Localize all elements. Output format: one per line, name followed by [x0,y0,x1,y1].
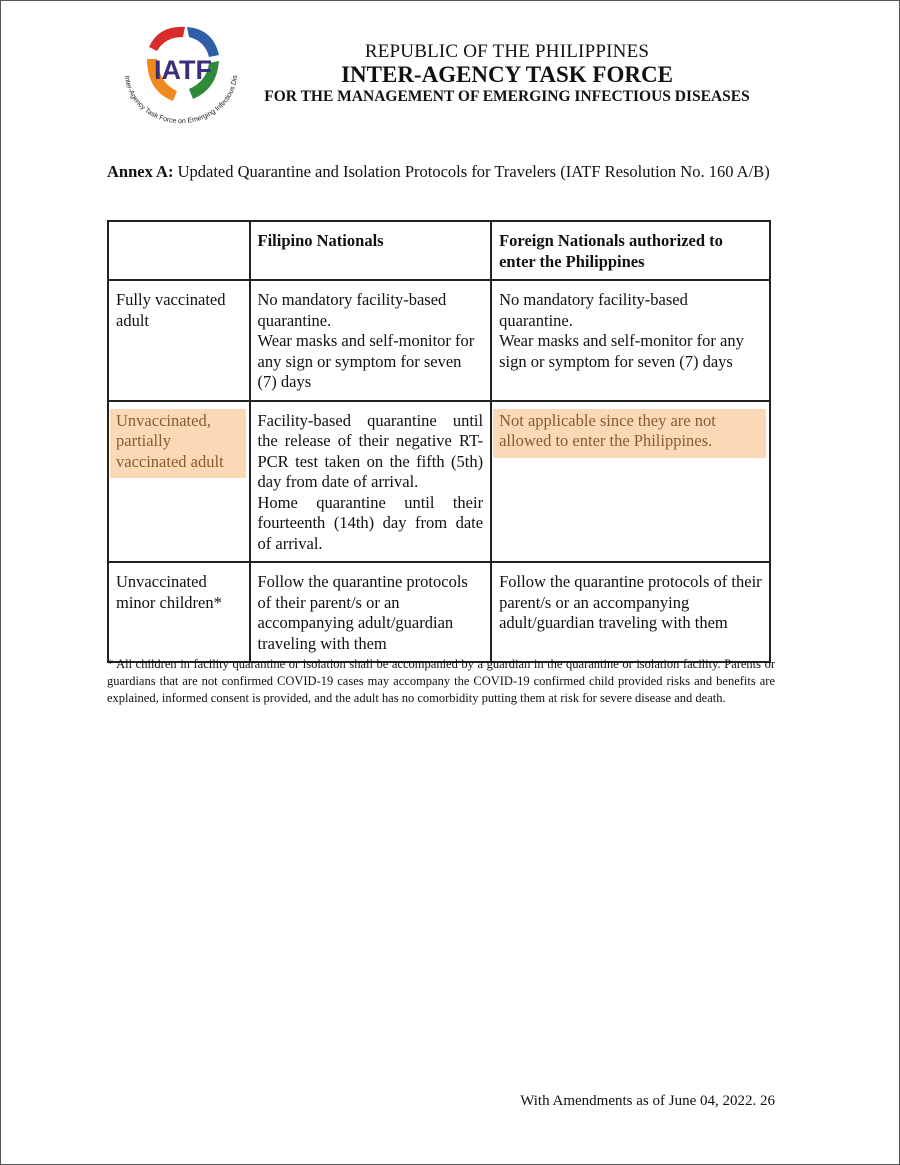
page-footer: With Amendments as of June 04, 2022. 26 [520,1093,775,1109]
header-cell-empty [108,221,250,280]
foreign-cell [491,280,770,401]
table-header-row [108,221,770,280]
foreign-cell [491,401,770,563]
quarantine-protocol-table [107,220,771,663]
svg-text:Inter-Agency Task Force on Eme: Inter-Agency Task Force on Emerging Infectious Dis [122,74,239,126]
highlighted-not-applicable: Not applicable since they are not allowed to enter the Philippines. [493,409,766,458]
filipino-cell [250,562,492,662]
header-cell-filipino: Filipino Nationals [250,221,492,280]
cell-line: Facility-based quarantine until the release of their negative RT-PCR test taken on the fifth (5th) day from date of arrival. [257,410,484,491]
filipino-cell [250,280,492,401]
cell-line: No mandatory facility-based quarantine. [257,290,447,330]
annex-title: Updated Quarantine and Isolation Protocols for Travelers (IATF Resolution No. 160 A/B) [177,162,770,181]
svg-text:IATF: IATF [154,55,212,85]
foreign-cell [491,562,770,662]
cell-line: Wear masks and self-monitor for any sign or symptom for seven (7) days [499,331,744,371]
iatf-seal-icon [113,17,239,129]
table-row [108,401,770,563]
cell-line: Wear masks and self-monitor for any sign or symptom for seven (7) days [257,331,475,391]
cell-line: Follow the quarantine protocols of their parent/s or an accompanying adult/guardian traveling with them [499,572,762,632]
category-cell: Unvaccinated minor children* [108,562,250,662]
annex-heading [107,161,775,182]
filipino-cell [250,401,492,563]
footnote: * All children in facility quarantine or isolation shall be accompanied by a guardian in the quarantine or isolation facility. Parents or guardians that are not confirmed COVID-19 cases may accompany the COVID-19 confirmed child provided risks and benefits are explained, informed consent is provided, and the adult has no comorbidity putting them at risk for severe disease and death. [107,657,775,705]
cell-line: Follow the quarantine protocols of their parent/s or an accompanying adult/guardian traveling with them [257,572,468,653]
cell-line: Home quarantine until their fourteenth (14th) day from date of arrival. [257,492,484,553]
table-row [108,562,770,662]
table-row [108,280,770,401]
category-cell: Fully vaccinated adult [108,280,250,401]
cell-line: No mandatory facility-based quarantine. [499,290,688,330]
header-cell-foreign: Foreign Nationals authorized to enter the Philippines [491,221,770,280]
highlighted-category: Unvaccinated, partially vaccinated adult [110,409,246,479]
iatf-logo [113,17,239,129]
annex-label: Annex A: [107,162,174,181]
agency-subtitle: FOR THE MANAGEMENT OF EMERGING INFECTIOUS DISEASES [264,88,750,105]
letterhead [247,41,767,107]
agency-name: INTER-AGENCY TASK FORCE [341,62,673,87]
republic-line: REPUBLIC OF THE PHILIPPINES [364,41,650,62]
category-cell [108,401,250,563]
